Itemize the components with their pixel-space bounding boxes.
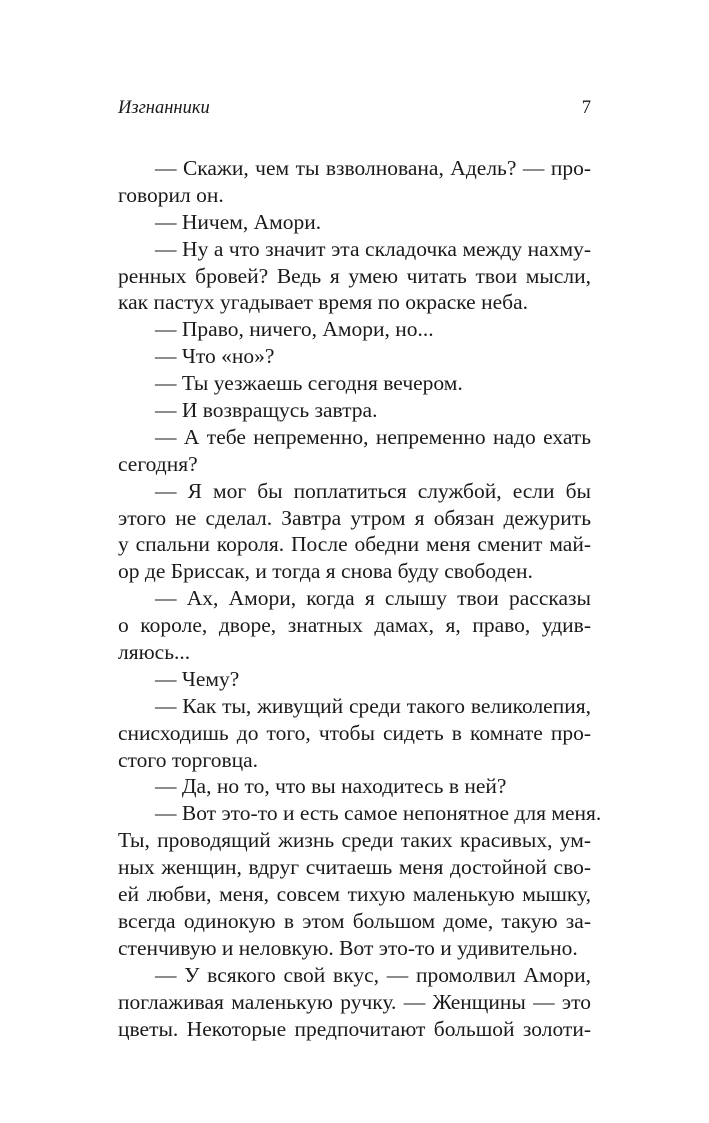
text-line: — А тебе непременно, непременно надо ехать — [155, 424, 591, 449]
body-text — [118, 155, 602, 1042]
text-line: — Ты уезжаешь сегодня вечером. — [155, 371, 463, 396]
text-line: ренных бровей? Ведь я умею читать твои мысли, — [118, 263, 591, 288]
text-line: у спальни короля. После обедни меня сменит май- — [118, 532, 591, 557]
text-line: стенчивую и неловкую. Вот это-то и удивительно. — [118, 935, 578, 960]
text-line: — И возвращусь завтра. — [155, 398, 378, 423]
text-line: Ты, проводящий жизнь среди таких красивых, ум- — [118, 828, 591, 853]
text-line: ор де Бриссак, и тогда я снова буду свободен. — [118, 559, 533, 584]
text-line: как пастух угадывает время по окраске неба. — [118, 290, 528, 315]
text-line: о короле, дворе, знатных дамах, я, право, удив- — [118, 613, 591, 638]
text-line: ляюсь... — [118, 640, 191, 665]
text-line: — У всякого свой вкус, — промолвил Амори, — [155, 962, 591, 987]
text-line: ных женщин, вдруг считаешь меня достойной сво- — [118, 855, 591, 880]
text-line: — Чему? — [155, 666, 240, 691]
text-line: — Как ты, живущий среди такого великолепия, — [155, 693, 591, 718]
text-line: — Ничем, Амори. — [155, 209, 322, 234]
text-line: — Ну а что значит эта складочка между нахму- — [155, 236, 591, 261]
text-line: поглаживая маленькую ручку. — Женщины — это — [118, 989, 591, 1014]
text-line: цветы. Некоторые предпочитают большой золоти- — [118, 1016, 591, 1041]
text-line: снисходишь до того, чтобы сидеть в комнате про- — [118, 720, 591, 745]
running-title: Изгнанники — [118, 98, 210, 118]
page-number: 7 — [581, 98, 591, 118]
text-line: — Да, но то, что вы находитесь в ней? — [155, 774, 507, 799]
text-line: всегда одинокую в этом большом доме, такую за- — [118, 908, 591, 933]
text-line: сегодня? — [118, 451, 198, 476]
text-line: — Право, ничего, Амори, но... — [155, 317, 434, 342]
text-line: — Что «но»? — [155, 344, 275, 369]
text-line: — Ах, Амори, когда я слышу твои рассказы — [155, 586, 591, 611]
running-header — [118, 98, 591, 124]
text-line: — Вот это-то и есть самое непонятное для меня. — [155, 801, 602, 826]
text-line: — Скажи, чем ты взволнована, Адель? — про- — [155, 156, 591, 180]
text-line: говорил он. — [118, 182, 224, 207]
text-line: ей любви, меня, совсем тихую маленькую мышку, — [118, 882, 591, 907]
text-line: — Я мог бы поплатиться службой, если бы — [155, 478, 591, 503]
text-line: стого торговца. — [118, 747, 259, 772]
text-line: этого не сделал. Завтра утром я обязан дежурить — [118, 505, 591, 530]
